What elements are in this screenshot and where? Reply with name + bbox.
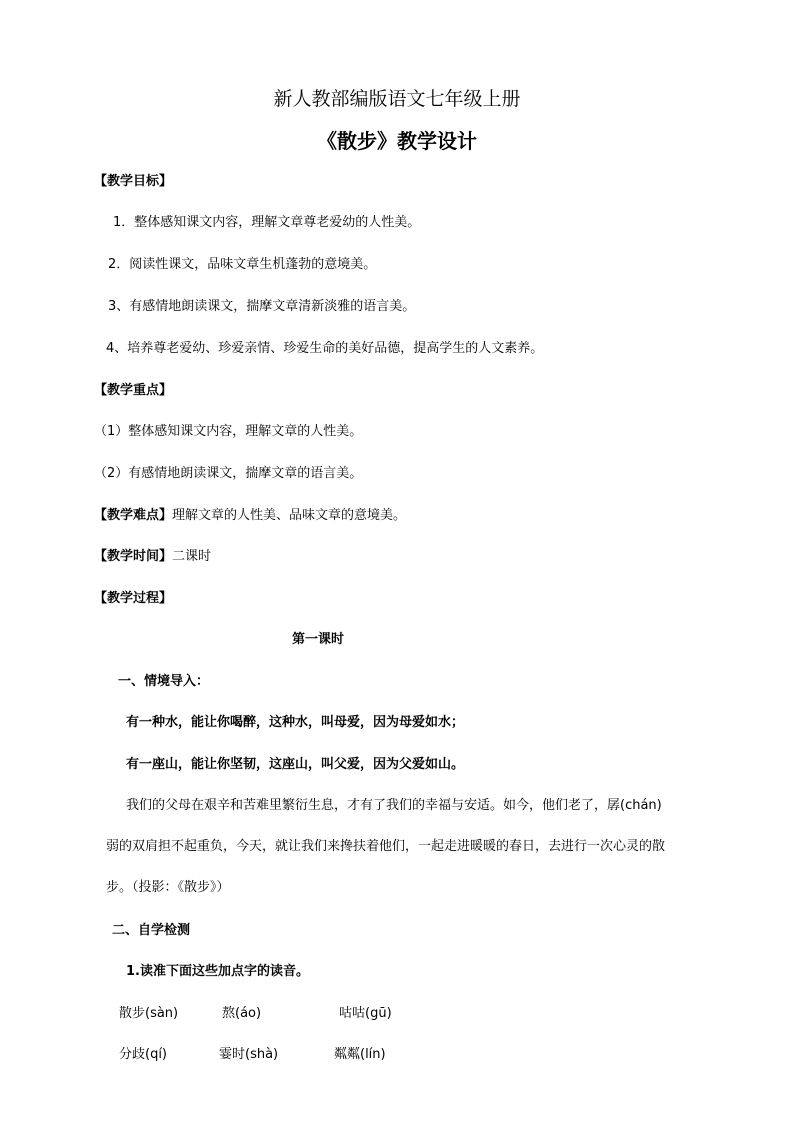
- pinyin-word: 散步(sàn): [119, 1006, 179, 1021]
- pinyin-word: 粼粼(lín): [334, 1047, 386, 1062]
- intro-paragraph-line-2: 弱的双肩担不起重负，今天，就让我们来搀扶着他们，一起走进暖暖的春日，去进行一次心灵的散: [106, 839, 666, 854]
- pinyin-word: 霎时(shà): [219, 1047, 279, 1062]
- key-point-item-2: （2）有感情地朗读课文，揣摩文章的语言美。: [94, 466, 363, 481]
- lesson-title: 第一课时: [292, 632, 345, 647]
- objectives-heading: 【教学目标】: [94, 174, 173, 189]
- intro-quote-2: 有一座山，能让你坚韧，这座山，叫父爱，因为父爱如山。: [126, 757, 465, 772]
- process-heading: 【教学过程】: [94, 591, 173, 606]
- difficulty-row: [94, 506, 406, 526]
- objective-item-2: 2．阅读性课文，品味文章生机蓬勃的意境美。: [108, 257, 377, 272]
- objective-item-4: 4、培养尊老爱幼、珍爱亲情、珍爱生命的美好品德，提高学生的人文素养。: [106, 341, 544, 356]
- intro-paragraph-line-3: 步。（投影：《散步》）: [106, 880, 230, 895]
- section2-heading: 二、自学检测: [112, 923, 191, 938]
- key-points-heading: 【教学重点】: [94, 383, 173, 398]
- pinyin-word: 分歧(qí): [119, 1047, 168, 1062]
- section2-item-1: 1.读准下面这些加点字的读音。: [126, 964, 309, 979]
- time-text: 二课时: [172, 549, 212, 564]
- document-title: 新人教部编版语文七年级上册: [273, 88, 521, 110]
- intro-paragraph-line-1: 我们的父母在艰辛和苦难里繁衍生息，才有了我们的幸福与安适。如今，他们老了，孱(chán): [126, 798, 662, 813]
- section1-heading: 一、情境导入：: [118, 674, 210, 689]
- time-row: [94, 547, 211, 567]
- difficulty-heading: 【教学难点】: [94, 508, 173, 523]
- key-point-item-1: （1）整体感知课文内容，理解文章的人性美。: [94, 424, 363, 439]
- objective-item-3: 3、有感情地朗读课文，揣摩文章清新淡雅的语言美。: [108, 299, 416, 314]
- pinyin-word: 咕咕(gū): [339, 1006, 392, 1021]
- intro-quote-1: 有一种水，能让你喝醉，这种水，叫母爱，因为母爱如水；: [126, 715, 465, 730]
- pinyin-word: 熬(áo): [222, 1006, 262, 1021]
- objective-item-1: 1．整体感知课文内容，理解文章尊老爱幼的人性美。: [113, 215, 421, 230]
- difficulty-text: 理解文章的人性美、品味文章的意境美。: [172, 508, 407, 523]
- time-heading: 【教学时间】: [94, 549, 173, 564]
- document-subtitle: 《散步》教学设计: [317, 129, 477, 153]
